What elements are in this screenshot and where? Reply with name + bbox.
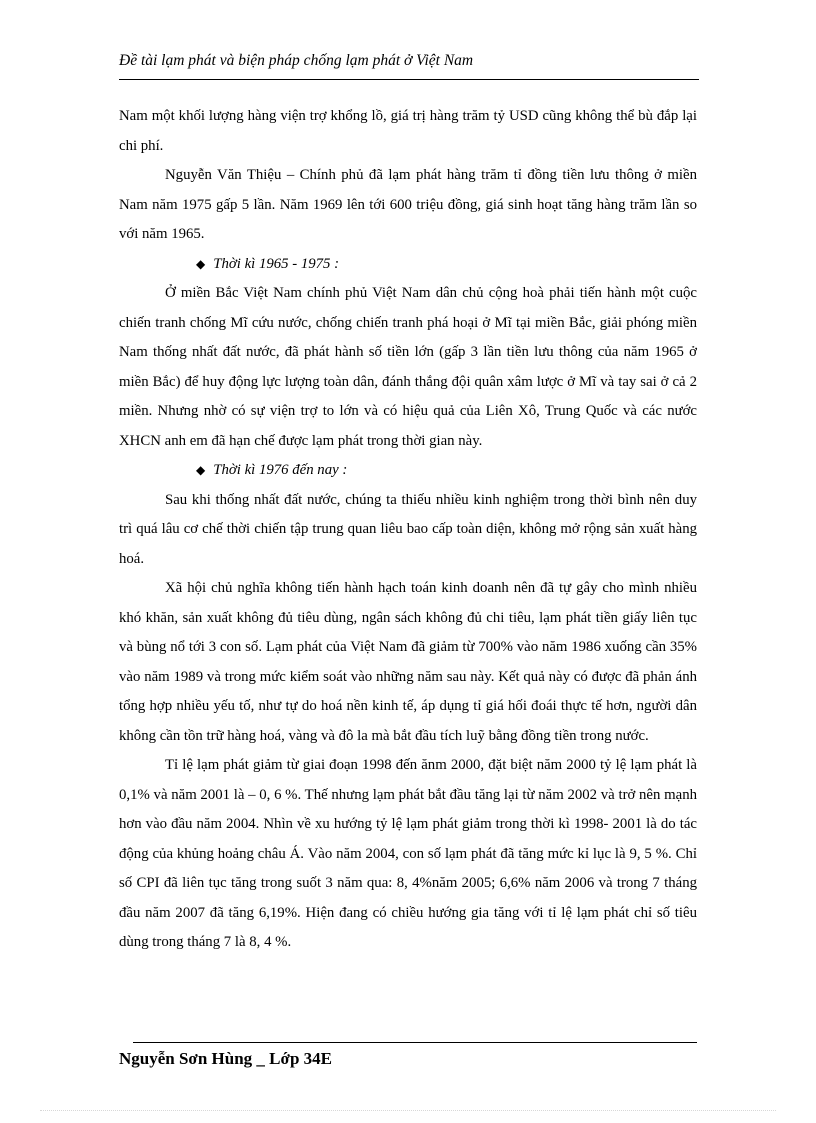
section-heading-text: Thời kì 1965 - 1975 :	[213, 255, 340, 272]
document-body	[119, 102, 697, 958]
diamond-bullet-icon: ◆	[196, 463, 206, 477]
paragraph-2: Nguyễn Văn Thiệu – Chính phủ đã lạm phát hàng trăm tỉ đồng tiền lưu thông ở miền Nam năm 1975 gấp 5 lần. Năm 1969 lên tới 600 triệu đồng, giá sinh hoạt tăng hàng trăm lần so với năm 1965.	[119, 167, 697, 242]
paragraph-5: Xã hội chủ nghĩa không tiến hành hạch toán kinh doanh nên đã tự gây cho mình nhiều khó khăn, sản xuất không đủ tiêu dùng, ngân sách không đủ chi tiêu, lạm phát tiền giấy liên tục và bùng nổ tới 3 con số. Lạm phát của Việt Nam đã giảm từ 700% vào năm 1986 xuống cần 35% vào năm 1989 và trong mức kiểm soát vào những năm sau này. Kết quả này có được đã phản ánh tổng hợp nhiều yếu tố, như tự do hoá nền kinh tế, áp dụng tỉ giá hối đoái thực tế hơn, người dân không cần tồn trữ hàng hoá, vàng và đô la mà bắt đầu tích luỹ bằng đồng tiền trong nước.	[119, 580, 697, 744]
section-heading-text: Thời kì 1976 đến nay :	[213, 462, 348, 478]
header-divider	[119, 79, 699, 80]
section-heading-1965-1975	[119, 250, 697, 280]
page-header-title: Đề tài lạm phát và biện pháp chống lạm phát ở Việt Nam	[119, 52, 474, 69]
paragraph-6: Tỉ lệ lạm phát giảm từ giai đoạn 1998 đến ănm 2000, đặt biệt năm 2000 tỷ lệ lạm phát là 0,1% và năm 2001 là – 0, 6 %. Thế nhưng lạm phát bắt đầu tăng lại từ năm 2002 và trở nên mạnh hơn vào đầu năm 2004. Nhìn về xu hướng tỷ lệ lạm phát giảm trong thời kì 1998- 2001 là do tác động của khủng hoảng châu Á. Vào năm 2004, con số lạm phát đã tăng mức kỉ lục là 9, 5 %. Chỉ số CPI đã liên tục tăng trong suốt 3 năm qua: 8, 4%năm 2005; 6,6% năm 2006 và trong 7 tháng đầu năm 2007 đã tăng 6,19%. Hiện đang có chiều hướng gia tăng với tỉ lệ lạm phát chỉ số tiêu dùng trong tháng 7 là 8, 4 %.	[119, 757, 697, 950]
section-heading-1976	[119, 456, 697, 486]
paragraph-3: Ở miền Bắc Việt Nam chính phủ Việt Nam dân chủ cộng hoà phải tiến hành một cuộc chiến tranh chống Mĩ cứu nước, chống chiến tranh phá hoại ở Mĩ tại miền Bắc, giải phóng miền Nam thống nhất đất nước, đã phát hành số tiền lớn (gấp 3 lần tiền lưu thông của năm 1965 ở miền Bắc) để huy động lực lượng toàn dân, đánh thắng đội quân xâm lược ở Mĩ và tay sai ở cả 2 miền. Nhưng nhờ có sự viện trợ to lớn và có hiệu quả của Liên Xô, Trung Quốc và các nước XHCN anh em đã hạn chế được lạm phát trong thời gian này.	[119, 285, 697, 449]
diamond-bullet-icon: ◆	[196, 256, 206, 271]
paragraph-4: Sau khi thống nhất đất nước, chúng ta thiếu nhiều kinh nghiệm trong thời bình nên duy trì quá lâu cơ chế thời chiến tập trung quan liêu bao cấp toàn diện, không mở rộng sản xuất hàng hoá.	[119, 491, 697, 567]
paragraph-1: Nam một khối lượng hàng viện trợ khổng lồ, giá trị hàng trăm tỷ USD cũng không thể bù đắp lại chi phí.	[119, 108, 697, 154]
page-bottom-border	[40, 1110, 776, 1111]
footer-divider	[133, 1042, 697, 1043]
page-footer-author: Nguyễn Sơn Hùng _ Lớp 34E	[119, 1049, 332, 1068]
